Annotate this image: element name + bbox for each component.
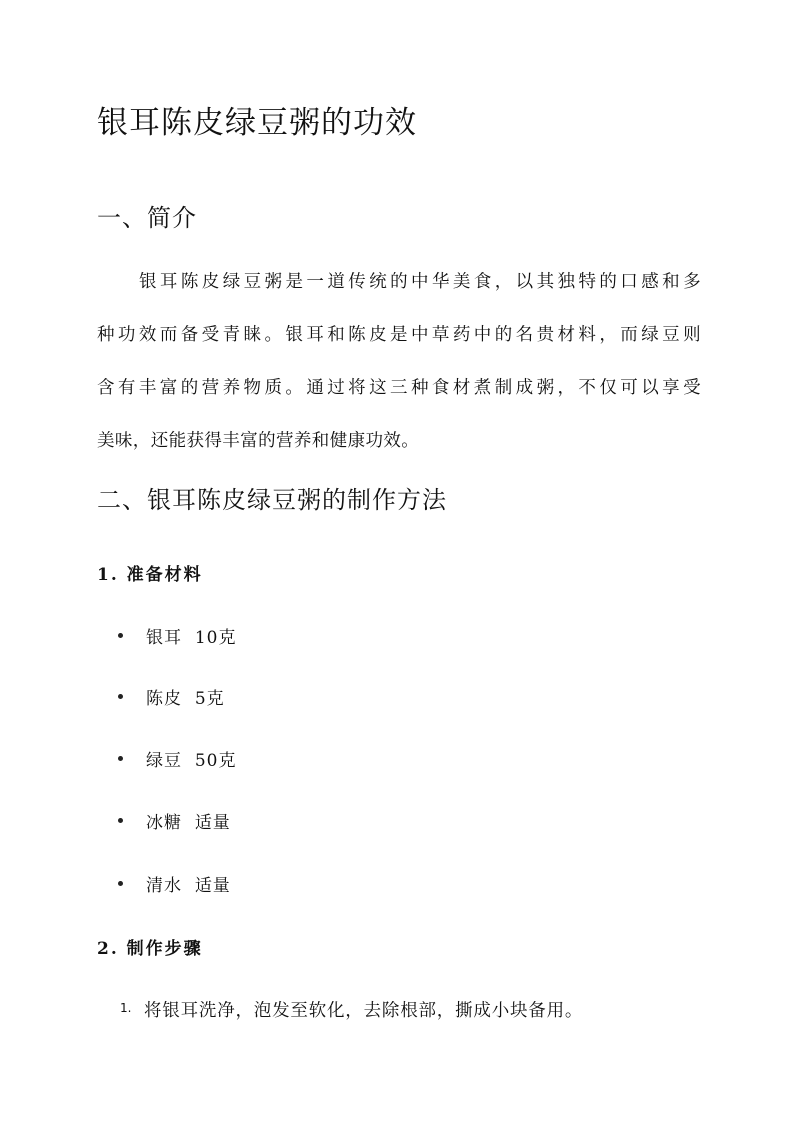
bullet-icon — [118, 633, 123, 638]
ingredient-name: 陈皮 — [146, 689, 182, 709]
paragraph-line: 含有丰富的营养物质。通过将这三种食材煮制成粥，不仅可以享受 — [97, 378, 701, 398]
paragraph-line: 银耳陈皮绿豆粥是一道传统的中华美食，以其独特的口感和多 — [139, 272, 701, 292]
ingredient-name: 绿豆 — [146, 751, 182, 771]
step-text: 将银耳洗净，泡发至软化，去除根部，撕成小块备用。 — [144, 1001, 584, 1021]
ingredient-amount: 50克 — [194, 751, 237, 771]
ingredient-amount: 适量 — [194, 813, 231, 833]
bullet-icon — [118, 756, 123, 761]
bullet-icon — [118, 818, 123, 823]
step-number: 1. — [120, 1001, 132, 1015]
ingredient-amount: 适量 — [194, 876, 231, 896]
ingredient-amount: 10克 — [194, 628, 237, 648]
bullet-icon — [118, 881, 123, 886]
section-heading-intro: 一、简介 — [97, 204, 197, 232]
paragraph-line: 美味，还能获得丰富的营养和健康功效。 — [97, 431, 420, 451]
ingredient-name: 冰糖 — [146, 813, 182, 833]
document-title: 银耳陈皮绿豆粥的功效 — [97, 105, 417, 141]
subheading-steps: 2. 制作步骤 — [97, 939, 203, 959]
bullet-icon — [118, 694, 123, 699]
ingredient-name: 清水 — [146, 876, 182, 896]
subheading-materials: 1. 准备材料 — [97, 565, 203, 585]
section-heading-method: 二、银耳陈皮绿豆粥的制作方法 — [97, 486, 447, 514]
ingredient-name: 银耳 — [146, 628, 182, 648]
paragraph-line: 种功效而备受青睐。银耳和陈皮是中草药中的名贵材料，而绿豆则 — [97, 325, 701, 345]
ingredient-amount: 5克 — [194, 689, 225, 709]
